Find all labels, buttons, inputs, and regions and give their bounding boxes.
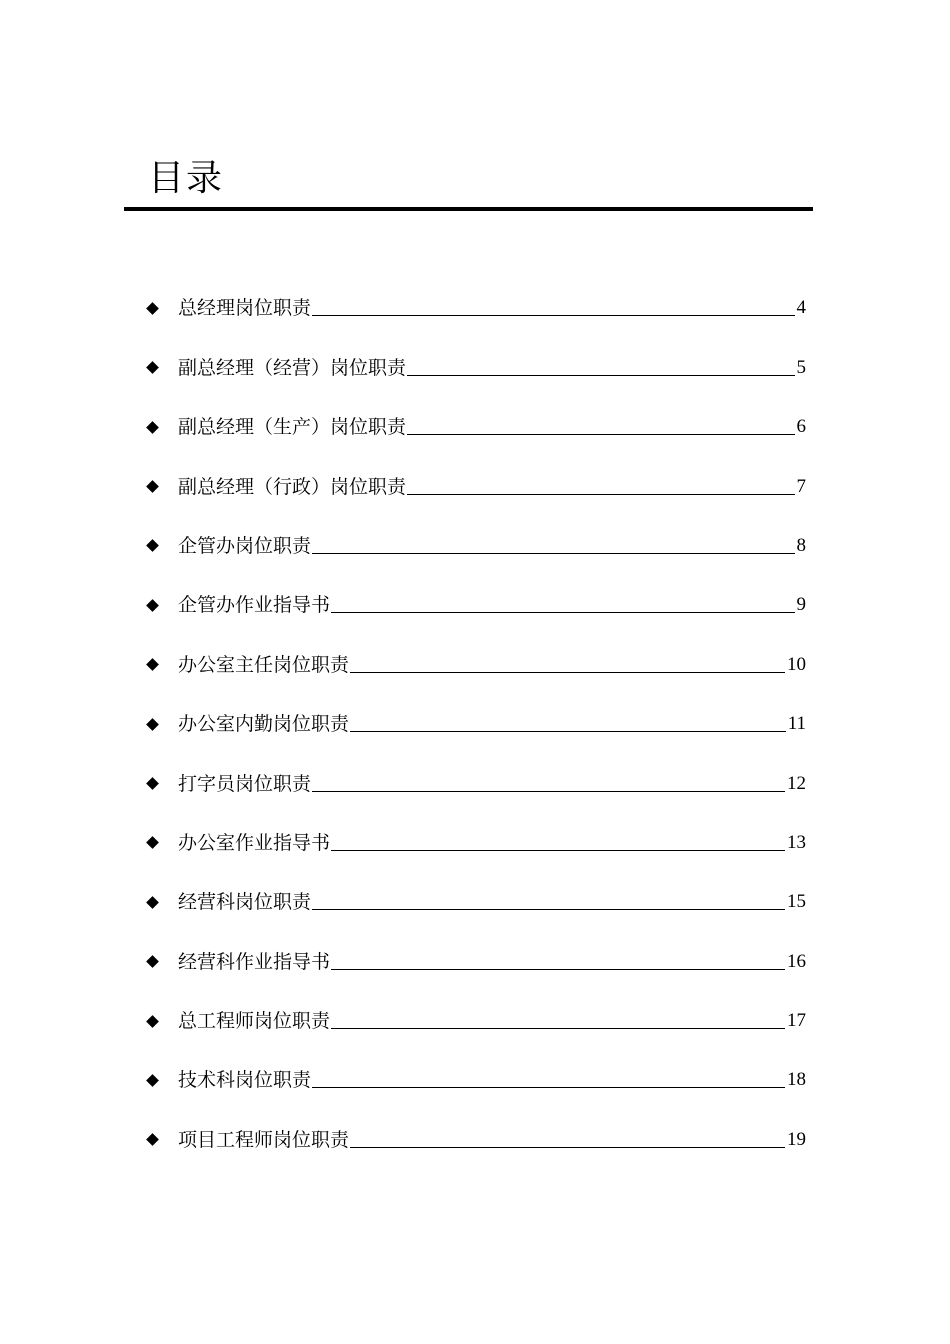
diamond-bullet-icon xyxy=(144,356,160,380)
toc-entry[interactable] xyxy=(144,884,806,943)
toc-entry[interactable] xyxy=(144,1062,806,1121)
dot-leader xyxy=(331,968,785,970)
toc-entry-page-number: 12 xyxy=(787,772,806,794)
toc-entry-page-number: 15 xyxy=(787,891,806,913)
table-of-contents xyxy=(144,290,806,1181)
diamond-bullet-icon xyxy=(144,1009,160,1033)
dot-leader xyxy=(331,849,785,851)
dot-leader xyxy=(407,433,794,435)
diamond-bullet-icon xyxy=(144,475,160,499)
diamond-bullet-icon xyxy=(144,1068,160,1092)
toc-entry[interactable] xyxy=(144,825,806,884)
toc-entry-page-number: 5 xyxy=(796,356,806,378)
dot-leader xyxy=(312,552,794,554)
diamond-bullet-icon xyxy=(144,1128,160,1152)
toc-entry-page-number: 9 xyxy=(796,594,806,616)
page-title: 目录 xyxy=(148,158,225,199)
toc-entry[interactable] xyxy=(144,528,806,587)
toc-entry-page-number: 18 xyxy=(787,1069,806,1091)
diamond-bullet-icon xyxy=(144,831,160,855)
toc-entry-label: 办公室作业指导书 xyxy=(178,831,331,854)
dot-leader xyxy=(331,1027,785,1029)
dot-leader xyxy=(312,790,785,792)
diamond-bullet-icon xyxy=(144,593,160,617)
toc-entry-page-number: 6 xyxy=(796,416,806,438)
toc-entry[interactable] xyxy=(144,1121,806,1180)
toc-entry-label: 总经理岗位职责 xyxy=(178,297,312,320)
diamond-bullet-icon xyxy=(144,296,160,320)
toc-entry[interactable] xyxy=(144,290,806,349)
toc-entry-label: 技术科岗位职责 xyxy=(178,1069,312,1092)
toc-entry-label: 副总经理（生产）岗位职责 xyxy=(178,416,407,439)
title-divider xyxy=(124,207,813,211)
dot-leader xyxy=(312,1086,785,1088)
toc-entry[interactable] xyxy=(144,587,806,646)
diamond-bullet-icon xyxy=(144,653,160,677)
dot-leader xyxy=(350,1146,785,1148)
toc-entry-page-number: 11 xyxy=(787,713,806,735)
dot-leader xyxy=(407,374,794,376)
toc-entry-label: 企管办岗位职责 xyxy=(178,534,312,557)
dot-leader xyxy=(312,908,785,910)
toc-entry-label: 经营科作业指导书 xyxy=(178,950,331,973)
dot-leader xyxy=(350,730,786,732)
toc-entry-page-number: 19 xyxy=(787,1128,806,1150)
toc-entry-page-number: 7 xyxy=(796,475,806,497)
toc-entry-page-number: 10 xyxy=(787,653,806,675)
toc-entry-label: 经营科岗位职责 xyxy=(178,891,312,914)
dot-leader xyxy=(312,314,794,316)
toc-entry-label: 企管办作业指导书 xyxy=(178,594,331,617)
toc-entry-page-number: 17 xyxy=(787,1010,806,1032)
toc-entry-page-number: 4 xyxy=(796,297,806,319)
toc-entry[interactable] xyxy=(144,706,806,765)
diamond-bullet-icon xyxy=(144,950,160,974)
toc-entry-page-number: 8 xyxy=(796,534,806,556)
toc-entry[interactable] xyxy=(144,349,806,408)
toc-entry-label: 打字员岗位职责 xyxy=(178,772,312,795)
diamond-bullet-icon xyxy=(144,415,160,439)
toc-entry-page-number: 16 xyxy=(787,950,806,972)
toc-entry[interactable] xyxy=(144,765,806,824)
toc-entry-label: 副总经理（经营）岗位职责 xyxy=(178,356,407,379)
toc-entry[interactable] xyxy=(144,1003,806,1062)
dot-leader xyxy=(331,611,794,613)
dot-leader xyxy=(407,493,794,495)
toc-entry-label: 副总经理（行政）岗位职责 xyxy=(178,475,407,498)
toc-entry-label: 办公室内勤岗位职责 xyxy=(178,713,350,736)
toc-entry-label: 办公室主任岗位职责 xyxy=(178,653,350,676)
toc-entry-label: 项目工程师岗位职责 xyxy=(178,1128,350,1151)
toc-entry[interactable] xyxy=(144,468,806,527)
toc-entry-page-number: 13 xyxy=(787,831,806,853)
toc-entry-label: 总工程师岗位职责 xyxy=(178,1010,331,1033)
dot-leader xyxy=(350,671,785,673)
diamond-bullet-icon xyxy=(144,534,160,558)
toc-entry[interactable] xyxy=(144,646,806,705)
diamond-bullet-icon xyxy=(144,772,160,796)
toc-entry[interactable] xyxy=(144,409,806,468)
diamond-bullet-icon xyxy=(144,890,160,914)
toc-entry[interactable] xyxy=(144,943,806,1002)
diamond-bullet-icon xyxy=(144,712,160,736)
